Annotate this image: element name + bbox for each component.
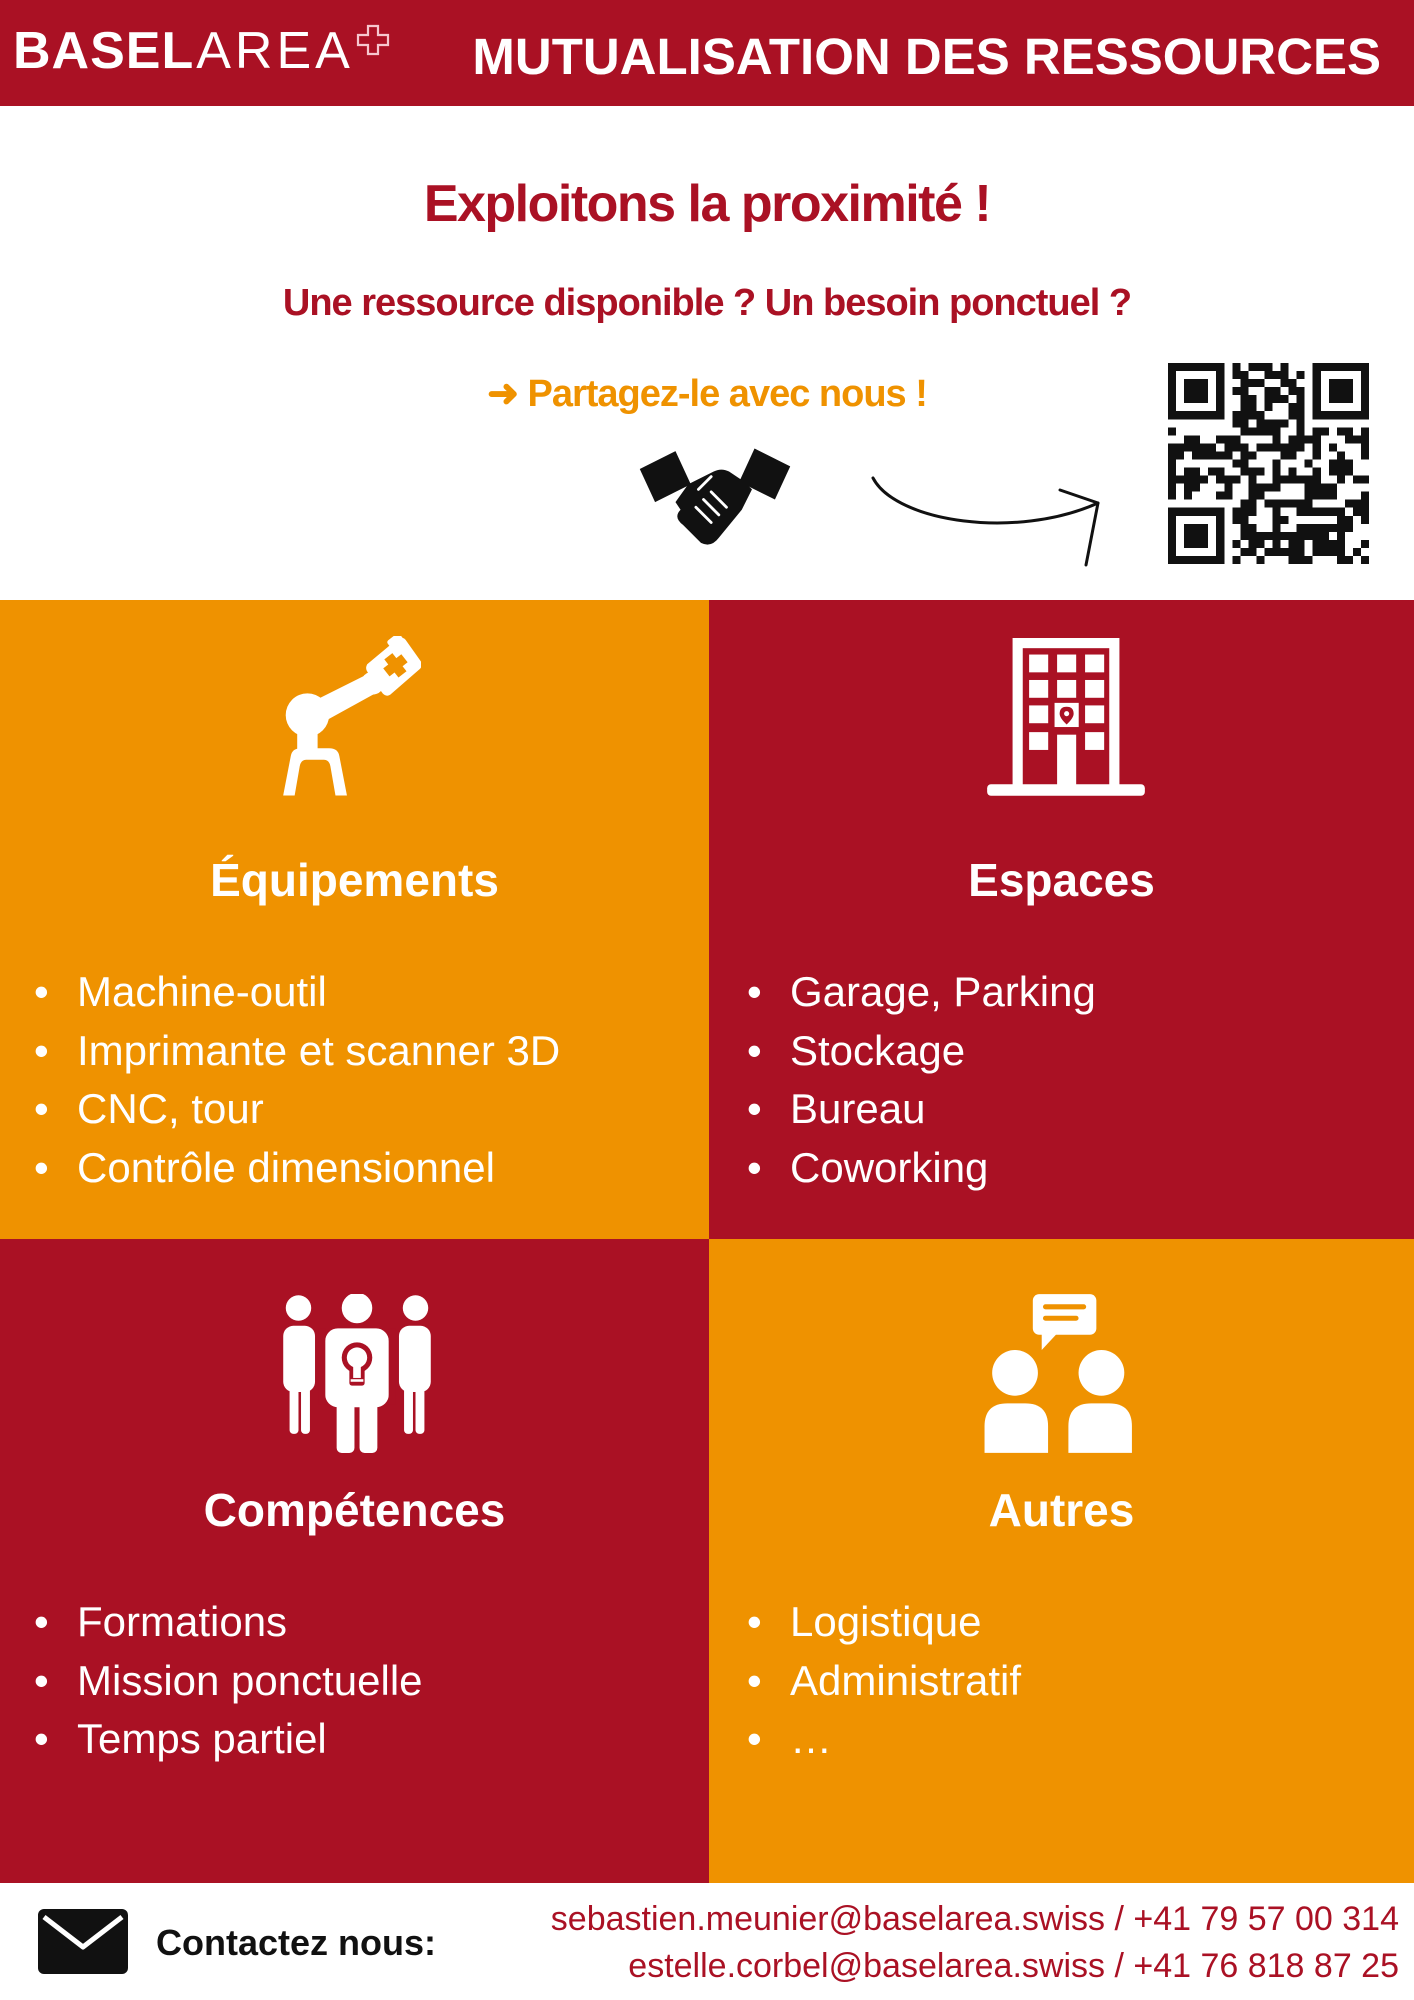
- list-item: • Administratif: [747, 1652, 1021, 1711]
- list-item: • Bureau: [747, 1080, 1096, 1139]
- basel-area-logo[interactable]: [13, 20, 390, 82]
- list-item: • Garage, Parking: [747, 963, 1096, 1022]
- handshake-icon: [637, 446, 793, 548]
- qr-finder-pattern: [1313, 363, 1369, 419]
- category-title: Autres: [988, 1484, 1135, 1536]
- list-item: • Coworking: [747, 1139, 1096, 1198]
- list-item: • Stockage: [747, 1022, 1096, 1081]
- contact-label: Contactez nous:: [156, 1922, 437, 1963]
- category-title: Espaces: [968, 854, 1155, 906]
- contact-link-estelle[interactable]: estelle.corbel@baselarea.swiss / +41 76 818 87 25: [628, 1947, 1399, 1985]
- qr-code[interactable]: [1168, 363, 1369, 564]
- header-bar: [0, 0, 1414, 106]
- qr-finder-pattern: [1168, 508, 1224, 564]
- qr-finder-pattern: [1168, 363, 1224, 419]
- category-equipements: [0, 600, 709, 1239]
- list-item: • Formations: [34, 1593, 423, 1652]
- people-lightbulb-icon: [283, 1294, 431, 1453]
- category-title: Équipements: [210, 854, 499, 906]
- people-chat-icon: [982, 1294, 1137, 1453]
- list-item: • Mission ponctuelle: [34, 1652, 423, 1711]
- mail-icon: [38, 1909, 128, 1974]
- list-item: • CNC, tour: [34, 1080, 560, 1139]
- category-list: [34, 963, 560, 1197]
- category-list: [34, 1593, 423, 1769]
- subheadline-question: Une ressource disponible ? Un besoin ponctuel ?: [282, 282, 1132, 324]
- category-competences: [0, 1239, 709, 1883]
- robot-arm-icon: [278, 636, 421, 798]
- logo-text-bold: BASEL: [13, 22, 195, 80]
- category-title: Compétences: [203, 1484, 506, 1536]
- category-list: [747, 963, 1096, 1197]
- building-icon: [987, 638, 1145, 797]
- category-autres: [709, 1239, 1414, 1883]
- category-espaces: [709, 600, 1414, 1239]
- list-item: • Logistique: [747, 1593, 1021, 1652]
- right-arrow-icon: ➜: [487, 373, 518, 415]
- list-item: • Imprimante et scanner 3D: [34, 1022, 560, 1081]
- call-to-action-text: Partagez-le avec nous !: [527, 373, 927, 415]
- list-item: • Contrôle dimensionnel: [34, 1139, 560, 1198]
- headline: Exploitons la proximité !: [423, 175, 991, 233]
- swiss-cross-outline-icon: [356, 24, 390, 56]
- category-list: [747, 1593, 1021, 1769]
- list-item: • …: [747, 1710, 1021, 1769]
- contact-link-sebastien[interactable]: sebastien.meunier@baselarea.swiss / +41 79 57 00 314: [550, 1900, 1399, 1938]
- list-item: • Machine-outil: [34, 963, 560, 1022]
- page-title: MUTUALISATION DES RESSOURCES: [472, 28, 1381, 85]
- list-item: • Temps partiel: [34, 1710, 423, 1769]
- footer: [0, 1883, 1414, 2000]
- curved-arrow-icon: [866, 470, 1111, 572]
- logo-text-light: AREA: [196, 22, 354, 80]
